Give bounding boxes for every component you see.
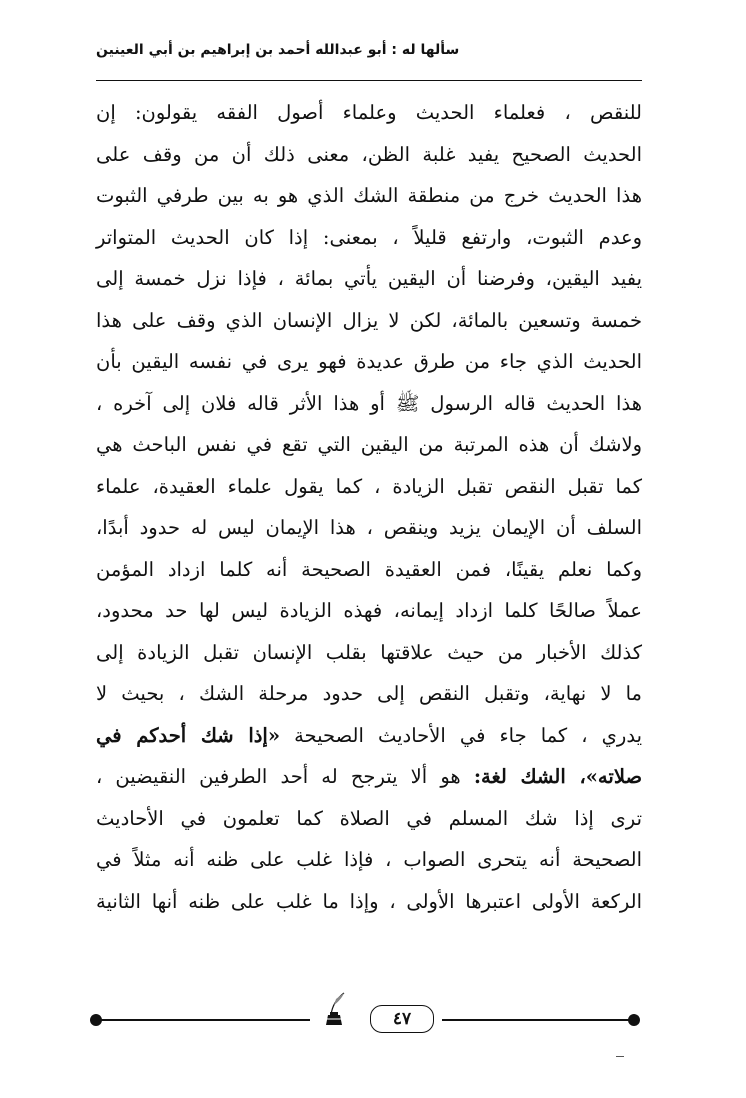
text-line-18: ترى إذا شك المسلم في الصلاة كما تعلمون في الأحاديث [96,806,642,830]
text-line-16-start: يدري ، كما جاء في الأحاديث الصحيحة [280,723,643,747]
text-line-13: عملاً صالحًا كلما ازداد إيمانه، فهذه الزيادة ليس لها حد محدود، [96,599,642,622]
text-line-7: الحديث الذي جاء من طرق عديدة فهو يرى في نفسه اليقين بأن [96,350,642,373]
hadith-quote-end-and-term: صلاته»، الشك لغة: [473,765,643,788]
hadith-quote-start: «إذا شك أحدكم في [96,723,281,747]
text-line-4: وعدم الثبوت، وارتفع قليلاً ، بمعنى: إذا كان الحديث المتواتر [96,225,642,249]
text-line-11: السلف أن الإيمان يزيد وينقص ، هذا الإيمان ليس له حدود أبدًا، [96,516,642,539]
page-body-text [96,92,642,922]
text-line-8: هذا الحديث قاله الرسول ﷺ أو هذا الأثر قاله فلان إلى آخره ، [96,391,642,415]
text-line-12: وكما نعلم يقينًا، فمن العقيدة الصحيحة أنه كلما ازداد المؤمن [96,557,642,581]
text-line-20: الركعة الأولى اعتبرها الأولى ، وإذا ما غلب على ظنه أنها الثانية [96,889,642,913]
text-line-17 [96,756,642,798]
text-line-14: كذلك الأخبار من حيث علاقتها بقلب الإنسان تقبل الزيادة إلى [96,640,642,664]
page-footer [90,1005,640,1035]
text-line-10: كما تقبل النقص تقبل الزيادة ، كما يقول علماء العقيدة، علماء [96,474,642,498]
footer-dot-right [628,1014,640,1026]
text-line-3: هذا الحديث خرج من منطقة الشك الذي هو به بين طرفي الثبوت [96,184,642,207]
text-line-19: الصحيحة أنه يتحرى الصواب ، فإذا غلب على ظنه أنه مثلاً في [96,848,642,871]
text-line-1: للنقص ، فعلماء الحديث وعلماء أصول الفقه يقولون: إن [96,101,642,124]
text-line-5: يفيد اليقين، وفرضنا أن اليقين يأتي بمائة ، فإذا نزل خمسة إلى [96,267,642,290]
header-divider [96,80,642,81]
text-line-6: خمسة وتسعين بالمائة، لكن لا يزال الإنسان الذي وقف على هذا [96,308,642,332]
text-line-2: الحديث الصحيح يفيد غلبة الظن، معنى ذلك أن من وقف على [96,142,642,166]
text-line-9: ولاشك أن هذه المرتبة من اليقين التي تقع في نفس الباحث هي [96,433,642,456]
running-header-title: سألها له : أبو عبدالله أحمد بن إبراهيم بن أبي العينين [96,42,460,58]
text-line-17-rest: هو ألا يترجح له أحد الطرفين النقيضين ، [96,765,474,788]
footer-rule-left [96,1019,310,1021]
text-line-15: ما لا نهاية، وتقبل النقص إلى حدود مرحلة الشك ، بحيث لا [96,682,642,705]
scan-edge-mark [616,1056,624,1057]
footer-rule-right [442,1019,634,1021]
inkwell-quill-icon [318,989,358,1029]
page-number: ٤٧ [370,1005,434,1033]
text-line-16 [96,715,642,757]
